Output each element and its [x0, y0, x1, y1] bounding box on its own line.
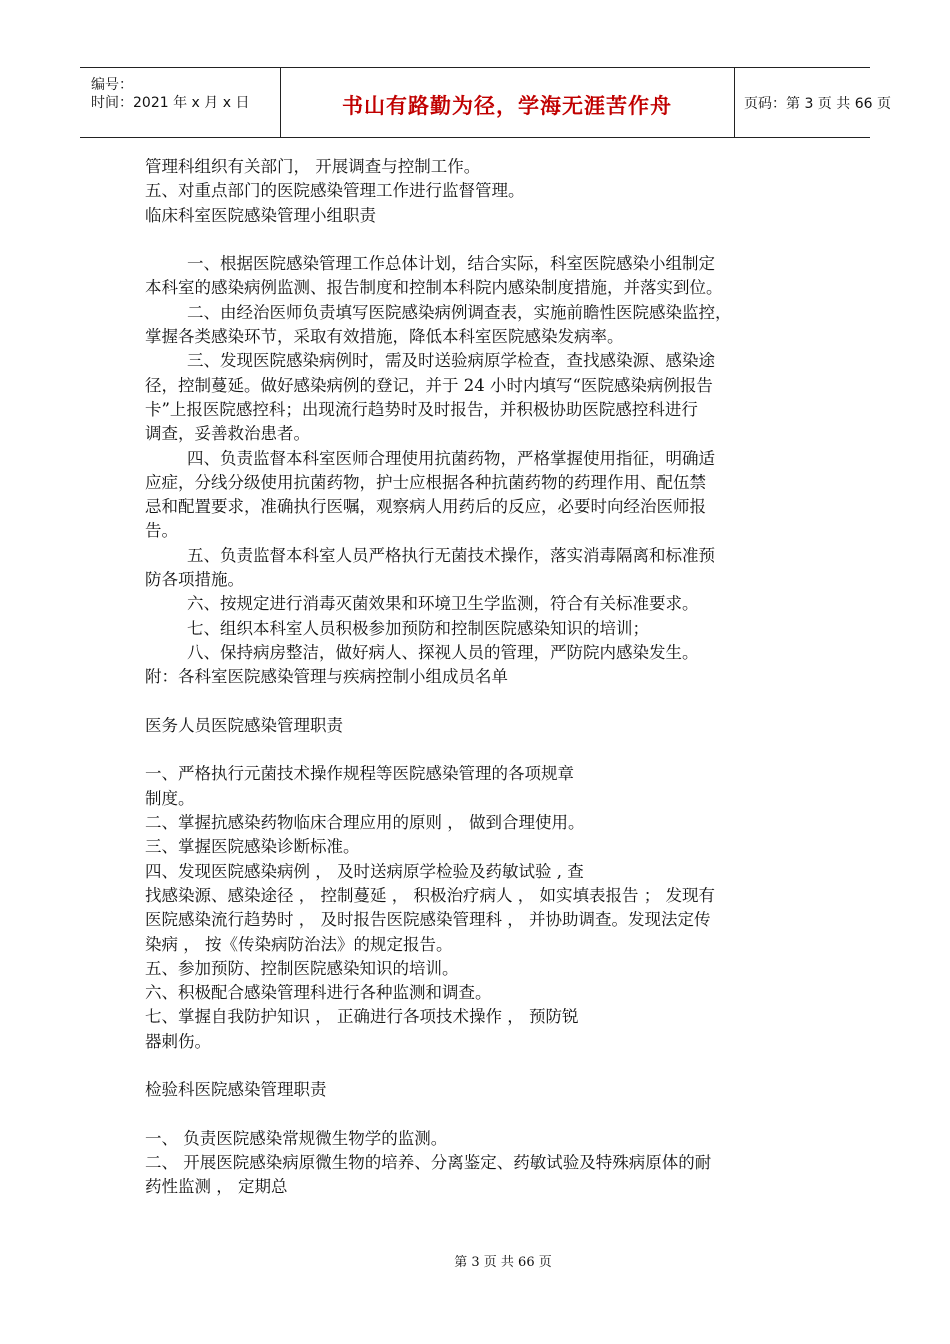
- paragraph-line: 医院感染流行趋势时 ， 及时报告医院感染管理科 ， 并协助调查。发现法定传: [145, 910, 711, 930]
- paragraph-line: 告。: [145, 521, 178, 541]
- paragraph-line: 应症，分线分级使用抗菌药物，护士应根据各种抗菌药物的药理作用、配伍禁: [145, 472, 706, 492]
- paragraph-line: 附：各科室医院感染管理与疾病控制小组成员名单: [145, 667, 508, 687]
- blank-line: [145, 738, 815, 762]
- paragraph-line: 临床科室医院感染管理小组职责: [145, 205, 376, 225]
- paragraph-line: 检验科医院感染管理职责: [145, 1080, 327, 1100]
- paragraph-line: 径，控制蔓延。做好感染病例的登记，并于 24 小时内填写“医院感染病例报告: [145, 375, 713, 395]
- paragraph-line: 本科室的感染病例监测、报告制度和控制本科院内感染制度措施，并落实到位。: [145, 278, 723, 298]
- blank-line: [145, 1054, 815, 1078]
- paragraph-line: 五、参加预防、控制医院感染知识的培训。: [145, 958, 459, 978]
- paragraph-line: 药性监测 ， 定期总: [145, 1177, 288, 1197]
- header-meta-cell: [80, 68, 281, 137]
- paragraph-line: 六、积极配合感染管理科进行各种监测和调查。: [145, 983, 492, 1003]
- paragraph-line: 找感染源、感染途径 ， 控制蔓延 ， 积极治疗病人 ， 如实填表报告 ； 发现有: [145, 885, 715, 905]
- paragraph-line: 五、负责监督本科室人员严格执行无菌技术操作，落实消毒隔离和标准预: [187, 545, 715, 565]
- paragraph-line: 染病 ， 按《传染病防治法》的规定报告。: [145, 934, 453, 954]
- paragraph-line: 六、按规定进行消毒灭菌效果和环境卫生学监测，符合有关标准要求。: [187, 594, 699, 614]
- paragraph-line: 三、发现医院感染病例时，需及时送验病原学检查，查找感染源、感染途: [187, 351, 715, 371]
- header-page-cell: [734, 68, 891, 137]
- paragraph-line: 管理科组织有关部门， 开展调查与控制工作。: [145, 157, 481, 176]
- paragraph-line: 防各项措施。: [145, 570, 244, 590]
- blank-line: [145, 1103, 815, 1127]
- paragraph-line: 一、根据医院感染管理工作总体计划，结合实际，科室医院感染小组制定: [187, 254, 715, 274]
- motto-text: 书山有路勤为径，学海无涯苦作舟: [342, 94, 672, 118]
- page-footer: 第 3 页 共 66 页: [454, 1255, 552, 1270]
- document-body: [145, 155, 815, 1200]
- paragraph-line: 医务人员医院感染管理职责: [145, 715, 343, 735]
- paragraph-line: 四、负责监督本科室医师合理使用抗菌药物，严格掌握使用指征，明确适: [187, 448, 715, 468]
- paragraph-line: 二、 开展医院感染病原微生物的培养、分离鉴定、药敏试验及特殊病原体的耐: [145, 1153, 712, 1173]
- page-header: [80, 67, 891, 138]
- paragraph-line: 器刺伤。: [145, 1031, 211, 1051]
- document-time-label: 时间：2021 年 x 月 x 日: [91, 95, 250, 111]
- paragraph-line: 八、保持病房整洁，做好病人、探视人员的管理，严防院内感染发生。: [187, 642, 699, 662]
- paragraph-line: 调查，妥善救治患者。: [145, 424, 310, 444]
- paragraph-line: 四、发现医院感染病例 ， 及时送病原学检验及药敏试验 , 查: [145, 861, 584, 881]
- paragraph-line: 二、掌握抗感染药物临床合理应用的原则 ， 做到合理使用。: [145, 813, 585, 833]
- paragraph-line: 掌握各类感染环节，采取有效措施，降低本科室医院感染发病率。: [145, 327, 624, 347]
- paragraph-line: 卡”上报医院感控科；出现流行趋势时及时报告，并积极协助医院感控科进行: [145, 399, 698, 419]
- paragraph-line: 七、组织本科室人员积极参加预防和控制医院感染知识的培训；: [187, 618, 649, 638]
- header-motto-cell: [280, 68, 735, 137]
- header-page-label: 页码：第 3 页 共 66 页: [744, 96, 891, 112]
- paragraph-line: 一、严格执行元菌技术操作规程等医院感染管理的各项规章: [145, 764, 574, 784]
- paragraph-line: 七、掌握自我防护知识 ， 正确进行各项技术操作 ， 预防锐: [145, 1007, 579, 1027]
- paragraph-line: 二、由经治医师负责填写医院感染病例调查表，实施前瞻性医院感染监控，: [187, 302, 732, 322]
- paragraph-line: 忌和配置要求，准确执行医嘱，观察病人用药后的反应，必要时向经治医师报: [145, 497, 706, 517]
- paragraph-line: 一、 负责医院感染常规微生物学的监测。: [145, 1128, 448, 1148]
- paragraph-line: 五、对重点部门的医院感染管理工作进行监督管理。: [145, 181, 525, 201]
- document-number-label: 编号：: [91, 77, 133, 93]
- paragraph-line: 三、掌握医院感染诊断标准。: [145, 837, 360, 857]
- blank-line: [145, 690, 815, 714]
- paragraph-line: 制度。: [145, 788, 195, 808]
- blank-line: [145, 228, 815, 252]
